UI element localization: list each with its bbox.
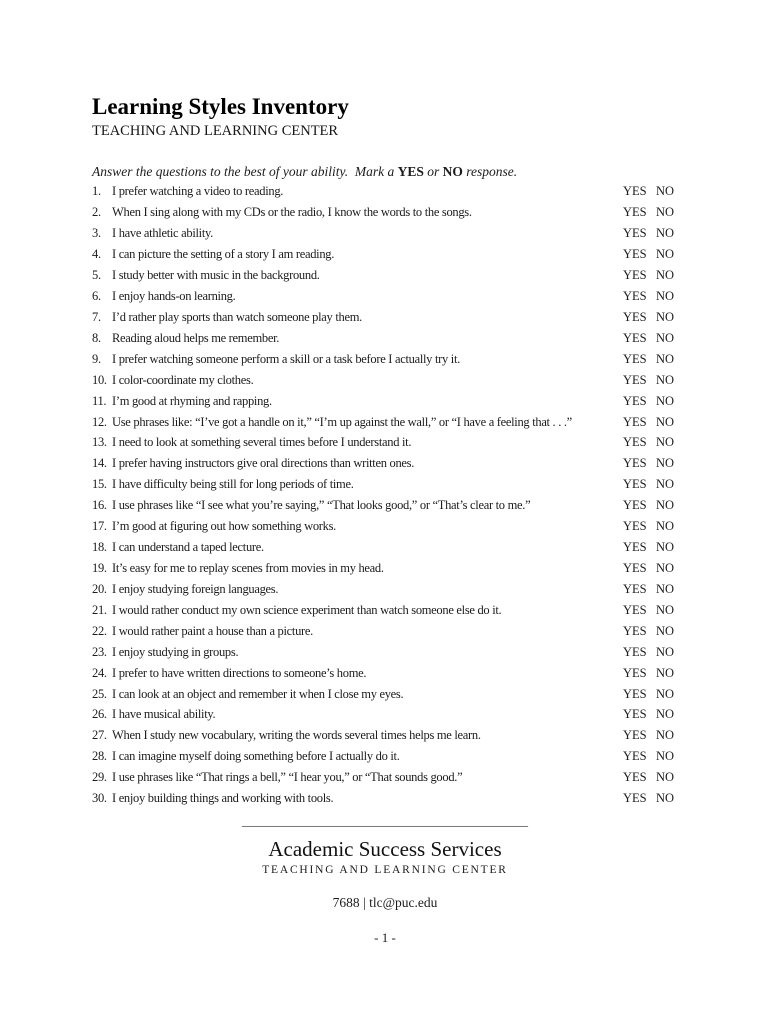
yes-option[interactable]: YES: [623, 791, 647, 806]
yes-option[interactable]: YES: [623, 351, 647, 366]
question-text: I use phrases like “That rings a bell,” “I hear you,” or “That sounds good.”: [112, 770, 463, 785]
page-number: - 1 -: [374, 930, 396, 946]
question-number: 21.: [92, 602, 107, 617]
question-row: [92, 352, 678, 373]
footer: [0, 814, 770, 946]
question-text: I have difficulty being still for long periods of time.: [112, 477, 354, 492]
no-option[interactable]: NO: [656, 540, 675, 555]
question-text: I can look at an object and remember it when I close my eyes.: [112, 686, 404, 701]
question-row: [92, 624, 678, 645]
question-number: 30.: [92, 791, 107, 806]
no-option[interactable]: NO: [656, 247, 675, 262]
question-text: I prefer watching someone perform a skill or a task before I actually try it.: [112, 351, 460, 366]
yes-option[interactable]: YES: [623, 435, 647, 450]
yes-option[interactable]: YES: [623, 602, 647, 617]
question-number: 7.: [92, 309, 101, 324]
question-number: 27.: [92, 728, 107, 743]
question-number: 20.: [92, 581, 107, 596]
footer-org-dept: TEACHING AND LEARNING CENTER: [262, 864, 508, 877]
question-number: 11.: [92, 393, 107, 408]
no-option[interactable]: NO: [656, 289, 675, 303]
no-option[interactable]: NO: [656, 393, 675, 408]
question-text: I have athletic ability.: [112, 226, 213, 241]
question-number: 26.: [92, 707, 107, 722]
question-number: 17.: [92, 519, 107, 534]
question-number: 8.: [92, 330, 101, 345]
question-row: [92, 666, 678, 687]
instructions: [92, 163, 678, 182]
instructions-middle: or: [423, 163, 443, 179]
no-option[interactable]: NO: [656, 268, 675, 283]
footer-contact: 7688 | tlc@puc.edu: [332, 895, 438, 911]
yes-option[interactable]: YES: [623, 707, 647, 722]
question-number: 29.: [92, 770, 107, 785]
no-option[interactable]: NO: [656, 707, 675, 722]
no-option[interactable]: NO: [656, 560, 675, 575]
yes-option[interactable]: YES: [623, 540, 647, 555]
question-number: 6.: [92, 289, 101, 303]
yes-option[interactable]: YES: [623, 498, 647, 513]
question-number: 25.: [92, 686, 107, 701]
question-number: 1.: [92, 184, 101, 199]
question-text: I would rather paint a house than a picture.: [112, 623, 313, 638]
no-option[interactable]: NO: [656, 770, 675, 785]
question-row: [92, 310, 678, 331]
question-number: 13.: [92, 435, 107, 450]
question-text: When I sing along with my CDs or the radio, I know the words to the songs.: [112, 205, 472, 220]
question-row: [92, 184, 678, 205]
question-number: 12.: [92, 414, 107, 429]
question-text: I’m good at figuring out how something works.: [112, 519, 336, 534]
no-option[interactable]: NO: [656, 372, 675, 387]
yes-option[interactable]: YES: [623, 728, 647, 743]
question-text: Reading aloud helps me remember.: [112, 330, 280, 345]
no-option[interactable]: NO: [656, 644, 675, 659]
question-row: [92, 498, 678, 519]
yes-option[interactable]: YES: [623, 205, 647, 220]
question-text: I prefer to have written directions to someone’s home.: [112, 665, 367, 680]
instructions-prefix: Answer the questions to the best of your ability. Mark a: [92, 163, 398, 179]
no-option[interactable]: NO: [656, 519, 675, 534]
yes-option[interactable]: YES: [623, 644, 647, 659]
question-text: Use phrases like: “I’ve got a handle on it,” “I’m up against the wall,” or “I have a feeling that . . .”: [112, 414, 572, 429]
no-option[interactable]: NO: [656, 330, 675, 345]
question-number: 24.: [92, 665, 107, 680]
yes-option[interactable]: YES: [623, 184, 647, 199]
question-text: I have musical ability.: [112, 707, 216, 722]
question-number: 10.: [92, 372, 107, 387]
question-number: 22.: [92, 623, 107, 638]
question-row: [92, 373, 678, 394]
question-number: 16.: [92, 498, 107, 513]
question-row: [92, 519, 678, 540]
no-option[interactable]: NO: [656, 456, 675, 471]
question-number: 18.: [92, 540, 107, 555]
question-number: 14.: [92, 456, 107, 471]
question-text: I study better with music in the background.: [112, 268, 320, 283]
question-text: I use phrases like “I see what you’re saying,” “That looks good,” or “That’s clear to me.”: [112, 498, 531, 513]
question-row: [92, 561, 678, 582]
no-option[interactable]: NO: [656, 602, 675, 617]
footer-divider: ____________________________________________: [242, 813, 528, 828]
question-text: When I study new vocabulary, writing the words several times helps me learn.: [112, 728, 481, 743]
page-title: Learning Styles Inventory: [92, 94, 349, 119]
question-row: [92, 707, 678, 728]
question-row: [92, 205, 678, 226]
no-option[interactable]: NO: [656, 205, 675, 220]
yes-option[interactable]: YES: [623, 519, 647, 534]
question-row: [92, 394, 678, 415]
question-row: [92, 603, 678, 624]
question-number: 19.: [92, 560, 107, 575]
question-text: I’m good at rhyming and rapping.: [112, 393, 272, 408]
yes-option[interactable]: YES: [623, 749, 647, 764]
question-text: I can understand a taped lecture.: [112, 540, 264, 555]
question-text: I’d rather play sports than watch someone play them.: [112, 309, 362, 324]
question-text: I prefer having instructors give oral directions than written ones.: [112, 456, 415, 471]
yes-option[interactable]: YES: [623, 686, 647, 701]
question-row: [92, 331, 678, 352]
question-text: I need to look at something several times before I understand it.: [112, 435, 412, 450]
yes-option[interactable]: YES: [623, 581, 647, 596]
no-option[interactable]: NO: [656, 498, 675, 513]
question-row: [92, 456, 678, 477]
yes-option[interactable]: YES: [623, 414, 647, 429]
question-text: I enjoy studying in groups.: [112, 644, 239, 659]
question-number: 9.: [92, 351, 101, 366]
question-number: 4.: [92, 247, 101, 262]
question-text: I would rather conduct my own science experiment than watch someone else do it.: [112, 602, 502, 617]
yes-option[interactable]: YES: [623, 623, 647, 638]
instructions-yes: YES: [397, 163, 424, 179]
question-number: 3.: [92, 226, 101, 241]
yes-option[interactable]: YES: [623, 289, 647, 303]
yes-option[interactable]: YES: [623, 456, 647, 471]
question-row: [92, 289, 678, 310]
question-text: I can picture the setting of a story I am reading.: [112, 247, 335, 262]
instructions-no: NO: [442, 163, 463, 179]
question-number: 23.: [92, 644, 107, 659]
question-row: [92, 415, 678, 436]
no-option[interactable]: NO: [656, 623, 675, 638]
no-option[interactable]: NO: [656, 226, 675, 241]
question-text: I enjoy building things and working with tools.: [112, 791, 334, 806]
question-number: 2.: [92, 205, 101, 220]
question-number: 5.: [92, 268, 101, 283]
question-text: I prefer watching a video to reading.: [112, 184, 284, 199]
question-text: I enjoy hands-on learning.: [112, 289, 236, 303]
question-text: I enjoy studying foreign languages.: [112, 581, 279, 596]
yes-option[interactable]: YES: [623, 268, 647, 283]
question-row: [92, 645, 678, 666]
question-row: [92, 435, 678, 456]
question-row: [92, 791, 678, 812]
no-option[interactable]: NO: [656, 749, 675, 764]
question-number: 15.: [92, 477, 107, 492]
yes-option[interactable]: YES: [623, 770, 647, 785]
questions-list: [92, 184, 678, 812]
yes-option[interactable]: YES: [623, 665, 647, 680]
question-row: [92, 728, 678, 749]
yes-option[interactable]: YES: [623, 247, 647, 262]
yes-option[interactable]: YES: [623, 560, 647, 575]
yes-option[interactable]: YES: [623, 372, 647, 387]
footer-org-name: Academic Success Services: [268, 837, 502, 861]
yes-option[interactable]: YES: [623, 477, 647, 492]
question-row: [92, 687, 678, 708]
no-option[interactable]: NO: [656, 581, 675, 596]
no-option[interactable]: NO: [656, 686, 675, 701]
question-text: I can imagine myself doing something before I actually do it.: [112, 749, 400, 764]
question-row: [92, 540, 678, 561]
question-text: I color-coordinate my clothes.: [112, 372, 254, 387]
no-option[interactable]: NO: [656, 728, 675, 743]
question-row: [92, 749, 678, 770]
question-number: 28.: [92, 749, 107, 764]
page-subtitle: TEACHING AND LEARNING CENTER: [92, 122, 339, 139]
question-row: [92, 477, 678, 498]
yes-option[interactable]: YES: [623, 226, 647, 241]
question-row: [92, 247, 678, 268]
no-option[interactable]: NO: [656, 184, 675, 199]
question-row: [92, 770, 678, 791]
no-option[interactable]: NO: [656, 665, 675, 680]
question-row: [92, 226, 678, 247]
no-option[interactable]: NO: [656, 414, 675, 429]
no-option[interactable]: NO: [656, 435, 675, 450]
question-row: [92, 582, 678, 603]
no-option[interactable]: NO: [656, 477, 675, 492]
yes-option[interactable]: YES: [623, 309, 647, 324]
yes-option[interactable]: YES: [623, 393, 647, 408]
instructions-suffix: response.: [462, 163, 518, 179]
no-option[interactable]: NO: [656, 791, 675, 806]
yes-option[interactable]: YES: [623, 330, 647, 345]
no-option[interactable]: NO: [656, 351, 675, 366]
question-row: [92, 268, 678, 289]
no-option[interactable]: NO: [656, 309, 675, 324]
question-text: It’s easy for me to replay scenes from movies in my head.: [112, 560, 384, 575]
